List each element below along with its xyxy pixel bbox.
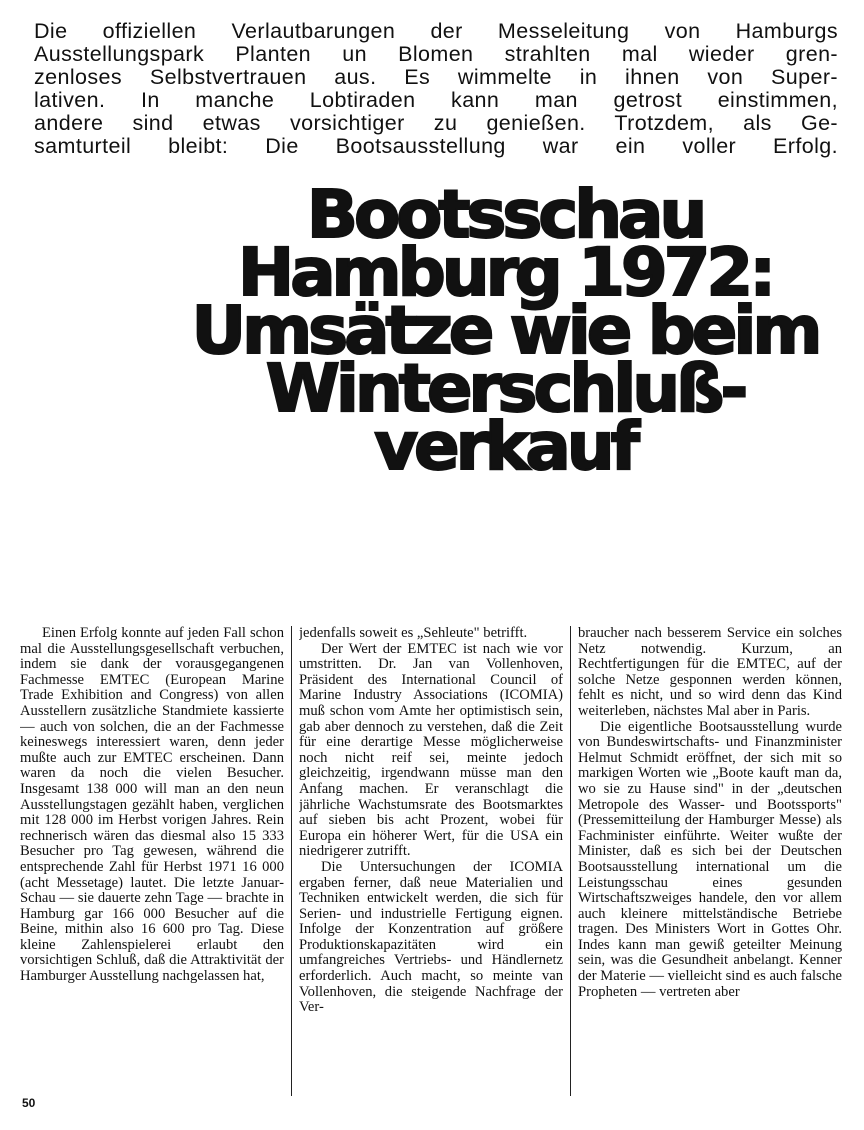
intro-line: andere sind etwas vorsichtiger zu genießen. Trotzdem, als Ge- [34,111,838,135]
intro-line: samturteil bleibt: Die Bootsausstellung war ein voller Erfolg. [34,134,838,158]
column-3 [578,626,842,1096]
article-body [20,626,842,1096]
intro-line: Ausstellungspark Planten un Blomen strahlten mal wieder gren- [34,42,838,66]
column-divider [570,626,571,1096]
paragraph: Die Untersuchungen der ICOMIA ergaben ferner, daß neue Materialien und Techniken entwickelt werden, die sich für Serien- und industrielle Fertigung eignen. Infolge der Konzentration auf größere Produktionskapazitäten wird ein umfangreiches Vertriebs- und Händlernetz erforderlich. Auch macht, so meinte van Vollenhoven, die steigende Nachfrage der Ver- [299,858,563,1016]
column-2 [299,626,563,1096]
paragraph: braucher nach besserem Service ein solches Netz notwendig. Kurzum, an Rechtfertigungen für die EMTEC, auf der solche Netze gesponnen werden können, fehlt es nicht, und so wird denn das Kind weiterleben, nächstes Mal aber in Paris. [578,626,842,719]
headline-line: Umsätze wie beim [191,292,819,369]
headline-line: Winterschluß- [265,350,745,427]
paragraph: Der Wert der EMTEC ist nach wie vor umstritten. Dr. Jan van Vollenhoven, Präsident des International Council of Marine Industry Associations (ICOMIA) muß schon vom Amte her optimistisch sein, gab aber dennoch zu verstehen, daß die Zeit für eine derartige Messe möglicherweise noch nicht reif sei, meinte jedoch gleichzeitig, irgendwann müsse man den Anfang machen. Er veranschlagt die jährliche Wachstumsrate des Bootsmarktes auf sieben bis acht Prozent, wobei für Europa ein höherer Wert, für die USA ein niedrigerer zutrifft. [299,640,563,860]
headline-line: verkauf [374,408,636,485]
intro-line: lativen. In manche Lobtiraden kann man getrost einstimmen, [34,88,838,112]
page-number: 50 [22,1096,36,1110]
intro-line: zenloses Selbstvertrauen aus. Es wimmelte in ihnen von Super- [34,65,838,89]
column-1 [20,626,284,1096]
column-divider [291,626,292,1096]
article-headline [143,176,864,485]
paragraph: Die eigentliche Bootsausstellung wurde von Bundeswirtschafts- und Finanzminister Helmut Schmidt eröffnet, der sich mit so markigen Worten wie „Boote kauft man da, wo sie zu Hause sind" in der „deutschen Metropole des Wasser- und Bootssports" (Pressemitteilung der Hamburger Messe) als Fachminister einführte. Weiter wußte der Minister, daß es sich bei der Deutschen Bootsausstellung international um die Leistungsschau eines gesunden Wirtschaftszweiges handele, den vor allem auch kleinere mittelständische Betriebe tragen. Des Ministers Wort in Gottes Ohr. Indes kann man gewiß geteilter Meinung sein, was die Gesundheit anbelangt. Kenner der Materie — vielleicht sind es auch falsche Propheten — vertreten aber [578,718,842,1000]
paragraph: Einen Erfolg konnte auf jeden Fall schon mal die Ausstellungsgesellschaft verbuchen, indem sie dank der vorausgegangenen Fachmesse EMTEC (European Marine Trade Exhibition and Congress) von allen Ausstellern zusätzliche Standmiete kassierte — auch von solchen, die an der Fachmesse keineswegs interessiert waren, denn jeder mußte auch zur EMTEC erscheinen. Dann waren da noch die vielen Besucher. Insgesamt 138 000 will man an den neun Ausstellungstagen gezählt haben, verglichen mit 128 000 im Herbst vorigen Jahres. Rein rechnerisch wären das diesmal also 15 333 Besucher pro Tag gewesen, während die entsprechende Zahl für Herbst 1971 16 000 (acht Messetage) lautet. Die letzte Januar-Schau — sie dauerte zehn Tage — brachte in Hamburg gar 166 000 Besucher auf die Beine, mithin also 16 600 pro Tag. Diese kleine Zahlenspielerei erlaubt den vorsichtigen Schluß, daß die Attraktivität der Hamburger Ausstellung nachgelassen hat, [20,626,284,985]
headline-line: Hamburg 1972: [237,234,773,311]
paragraph: jedenfalls soweit es „Sehleute" betrifft. [299,626,528,641]
intro-line: Die offiziellen Verlautbarungen der Messeleitung von Hamburgs [34,19,838,43]
intro-paragraph [34,20,838,158]
headline-line: Bootsschau [306,176,704,253]
